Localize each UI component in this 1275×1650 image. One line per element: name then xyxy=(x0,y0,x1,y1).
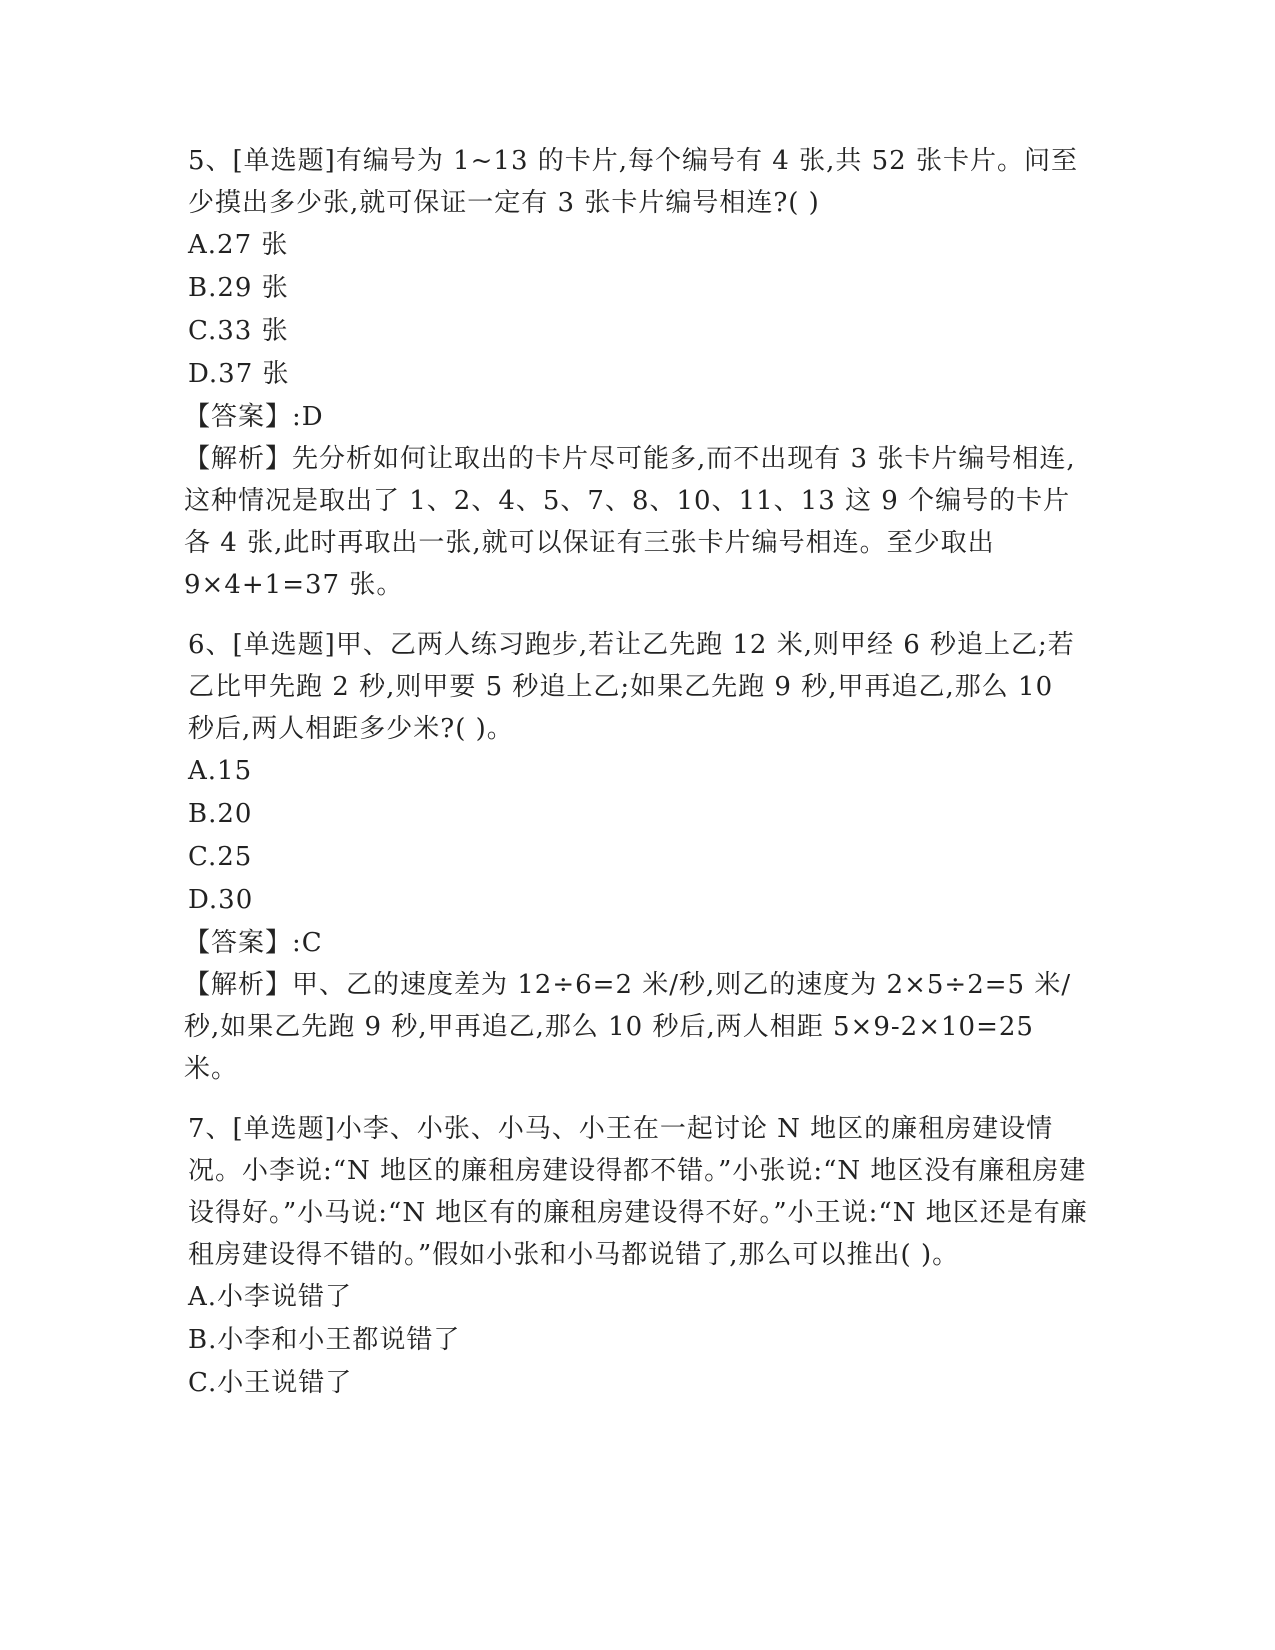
question-text: 7、[单选题]小李、小张、小马、小王在一起讨论 N 地区的廉租房建设情况。小李说:“N 地区的廉租房建设得都不错。”小张说:“N 地区没有廉租房建设得好。”小马说:“N 地区有的廉租房建设得不好。”小王说:“N 地区还是有廉租房建设得不错的。”假如小张和小马都说错了,那么可以推出( )。 xyxy=(188,1114,1088,1270)
question-6 xyxy=(184,624,1088,1090)
question-text: 5、[单选题]有编号为 1~13 的卡片,每个编号有 4 张,共 52 张卡片。问至少摸出多少张,就可保证一定有 3 张卡片编号相连?( ) xyxy=(188,146,1078,218)
question-7 xyxy=(188,1108,1088,1405)
answer-line: 【答案】:D xyxy=(184,402,324,432)
option-a: A.27 张 xyxy=(188,230,289,260)
option-c: C.25 xyxy=(188,842,253,872)
option-d: D.30 xyxy=(188,885,254,915)
option-a: A.小李说错了 xyxy=(188,1282,353,1312)
analysis-text: 【解析】甲、乙的速度差为 12÷6=2 米/秒,则乙的速度为 2×5÷2=5 米/秒,如果乙先跑 9 秒,甲再追乙,那么 10 秒后,两人相距 5×9-2×10=25 米。 xyxy=(184,970,1072,1084)
option-c: C.33 张 xyxy=(188,316,289,346)
option-b: B.29 张 xyxy=(188,273,289,303)
question-5 xyxy=(184,140,1088,606)
question-text: 6、[单选题]甲、乙两人练习跑步,若让乙先跑 12 米,则甲经 6 秒追上乙;若乙比甲先跑 2 秒,则甲要 5 秒追上乙;如果乙先跑 9 秒,甲再追乙,那么 10 秒后,两人相距多少米?( )。 xyxy=(188,630,1075,744)
document-page xyxy=(184,140,1088,1405)
option-c: C.小王说错了 xyxy=(188,1368,353,1398)
answer-line: 【答案】:C xyxy=(184,928,323,958)
analysis-text: 【解析】先分析如何让取出的卡片尽可能多,而不出现有 3 张卡片编号相连,这种情况是取出了 1、2、4、5、7、8、10、11、13 这 9 个编号的卡片各 4 张,此时再取出一张,就可以保证有三张卡片编号相连。至少取出 9×4+1=37 张。 xyxy=(184,444,1076,600)
option-d: D.37 张 xyxy=(188,359,290,389)
option-b: B.20 xyxy=(188,799,253,829)
option-a: A.15 xyxy=(188,756,253,786)
option-b: B.小李和小王都说错了 xyxy=(188,1325,461,1355)
